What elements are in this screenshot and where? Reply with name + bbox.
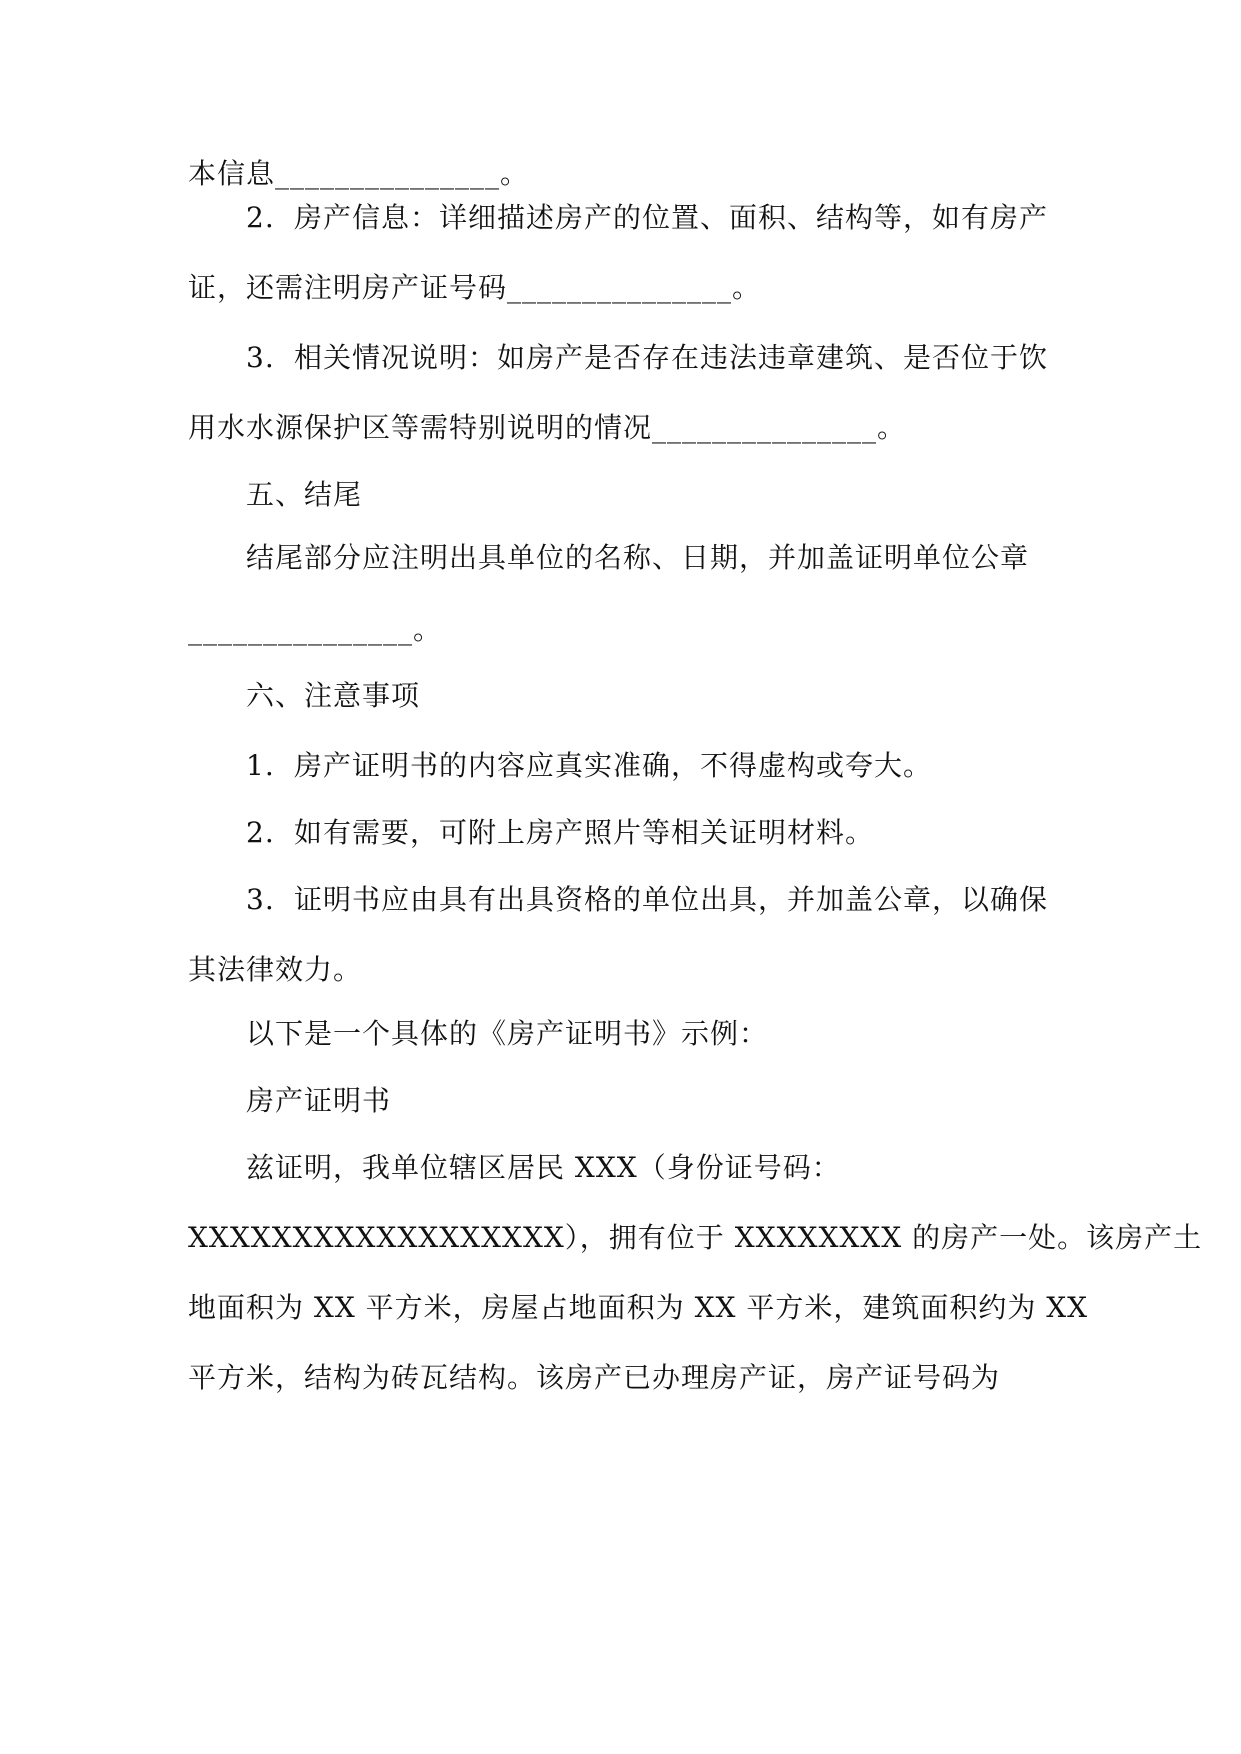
list-number: 3. (246, 341, 275, 374)
line-text: 如有需要，可附上房产照片等相关证明材料。 (294, 816, 875, 849)
line-text: 本信息_______________。 (188, 157, 530, 190)
paragraph-line (0, 1208, 1241, 1268)
paragraph-line (0, 940, 1241, 1000)
line-text: 平方米，结构为砖瓦结构。该房产已办理房产证，房产证号码为 (188, 1361, 1001, 1394)
paragraph-line (0, 1278, 1241, 1338)
line-text: 地面积为 XX 平方米，房屋占地面积为 XX 平方米，建筑面积约为 XX (188, 1291, 1089, 1324)
paragraph-line (0, 1004, 1241, 1064)
line-text: 结尾部分应注明出具单位的名称、日期，并加盖证明单位公章 (246, 541, 1030, 574)
section-heading (0, 666, 1241, 726)
line-text: 用水水源保护区等需特别说明的情况_______________。 (188, 411, 907, 444)
line-text: 房产信息：详细描述房产的位置、面积、结构等，如有房产 (294, 201, 1049, 234)
line-text: XXXXXXXXXXXXXXXXXX），拥有位于 XXXXXXXX 的房产一处。该房产土 (188, 1221, 1203, 1254)
list-item-line (0, 803, 1241, 863)
line-text: _______________。 (188, 613, 443, 646)
line-text: 房产证明书 (246, 1084, 392, 1117)
example-title (0, 1071, 1241, 1131)
paragraph-line (0, 600, 1241, 660)
list-number: 2. (246, 816, 275, 849)
paragraph-line (0, 258, 1241, 318)
list-number: 3. (246, 883, 275, 916)
line-text: 六、注意事项 (246, 679, 421, 712)
line-text: 房产证明书的内容应真实准确，不得虚构或夸大。 (294, 749, 933, 782)
line-text: 以下是一个具体的《房产证明书》示例： (246, 1017, 769, 1050)
section-heading (0, 465, 1241, 525)
list-item-line (0, 188, 1241, 248)
line-text: 其法律效力。 (188, 953, 363, 986)
line-text: 五、结尾 (246, 478, 363, 511)
list-number: 1. (246, 749, 275, 782)
paragraph-line (0, 1348, 1241, 1408)
line-text: 证明书应由具有出具资格的单位出具，并加盖公章，以确保 (294, 883, 1049, 916)
list-number: 2. (246, 201, 275, 234)
paragraph-line (0, 528, 1241, 588)
paragraph-line (0, 1138, 1241, 1198)
list-item-line (0, 328, 1241, 388)
line-text: 兹证明，我单位辖区居民 XXX（身份证号码： (246, 1151, 841, 1184)
list-item-line (0, 736, 1241, 796)
paragraph-line (0, 398, 1241, 458)
list-item-line (0, 870, 1241, 930)
line-text: 相关情况说明：如房产是否存在违法违章建筑、是否位于饮 (294, 341, 1049, 374)
line-text: 证，还需注明房产证号码_______________。 (188, 271, 762, 304)
